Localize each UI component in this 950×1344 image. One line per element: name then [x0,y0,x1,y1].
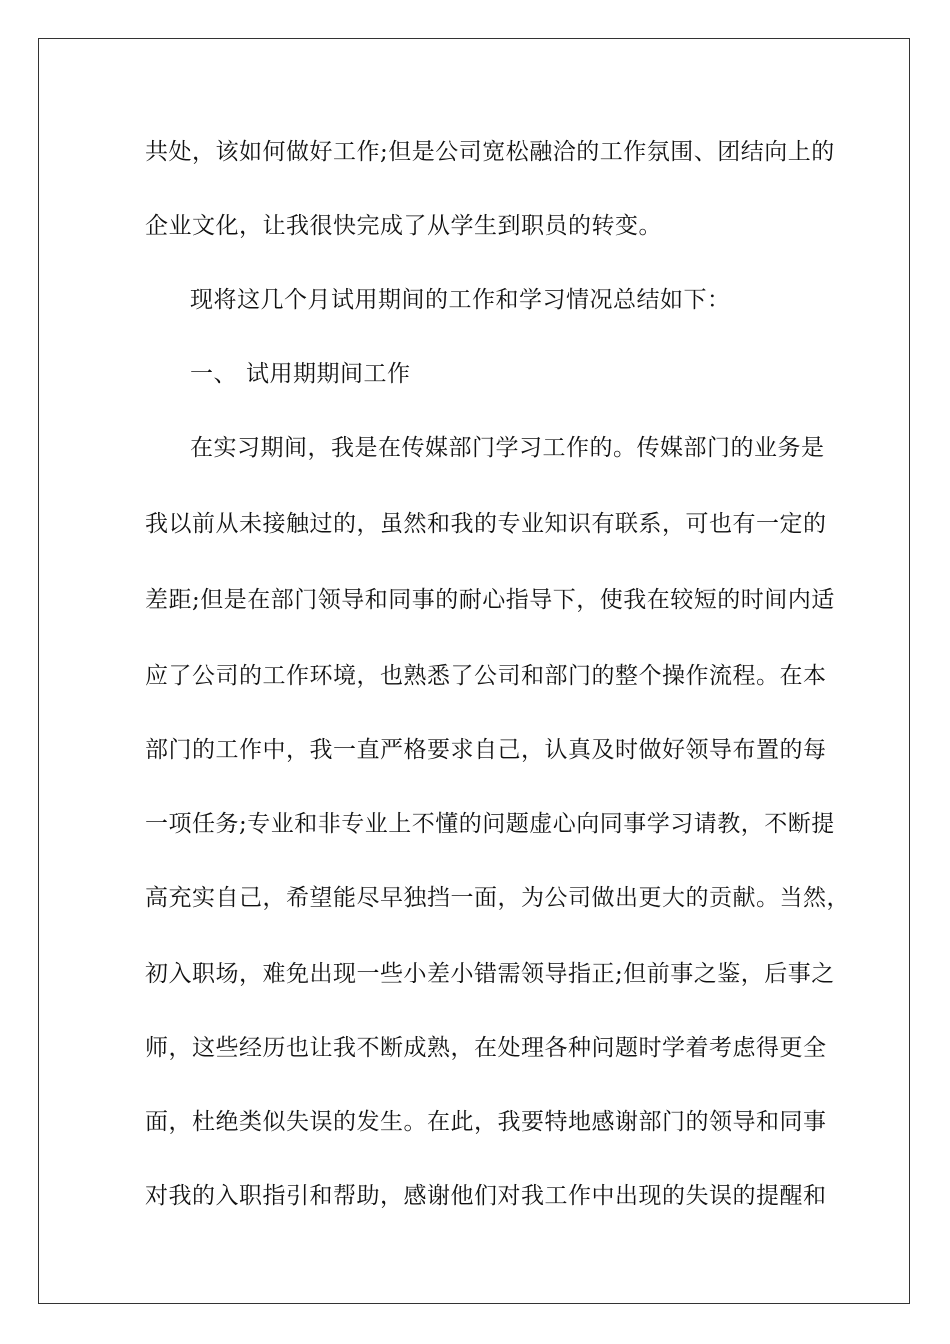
body-line: 应了公司的工作环境，也熟悉了公司和部门的整个操作流程。在本 [145,663,827,689]
body-line: 初入职场，难免出现一些小差小错需领导指正;但前事之鉴，后事之 [145,961,835,987]
body-line: 差距;但是在部门领导和同事的耐心指导下，使我在较短的时间内适 [145,587,835,613]
section-heading-number: 一、 [190,361,237,387]
body-line: 部门的工作中，我一直严格要求自己，认真及时做好领导布置的每 [145,737,827,763]
body-line: 我以前从未接触过的，虽然和我的专业知识有联系，可也有一定的 [145,511,827,537]
body-line: 对我的入职指引和帮助，感谢他们对我工作中出现的失误的提醒和 [145,1183,827,1209]
body-line: 面，杜绝类似失误的发生。在此，我要特地感谢部门的领导和同事 [145,1109,827,1135]
section-heading [190,359,860,389]
body-line: 在实习期间，我是在传媒部门学习工作的。传媒部门的业务是 [190,435,825,461]
body-line: 共处，该如何做好工作;但是公司宽松融洽的工作氛围、团结向上的 [145,139,835,165]
section-heading-title: 试用期期间工作 [246,361,411,387]
body-line: 一项任务;专业和非专业上不懂的问题虚心向同事学习请教，不断提 [145,811,835,837]
body-line: 师，这些经历也让我不断成熟，在处理各种问题时学着考虑得更全 [145,1035,827,1061]
body-line: 现将这几个月试用期间的工作和学习情况总结如下： [190,287,731,313]
body-line: 企业文化，让我很快完成了从学生到职员的转变。 [145,213,662,239]
body-line: 高充实自己，希望能尽早独挡一面，为公司做出更大的贡献。当然， [145,885,850,911]
